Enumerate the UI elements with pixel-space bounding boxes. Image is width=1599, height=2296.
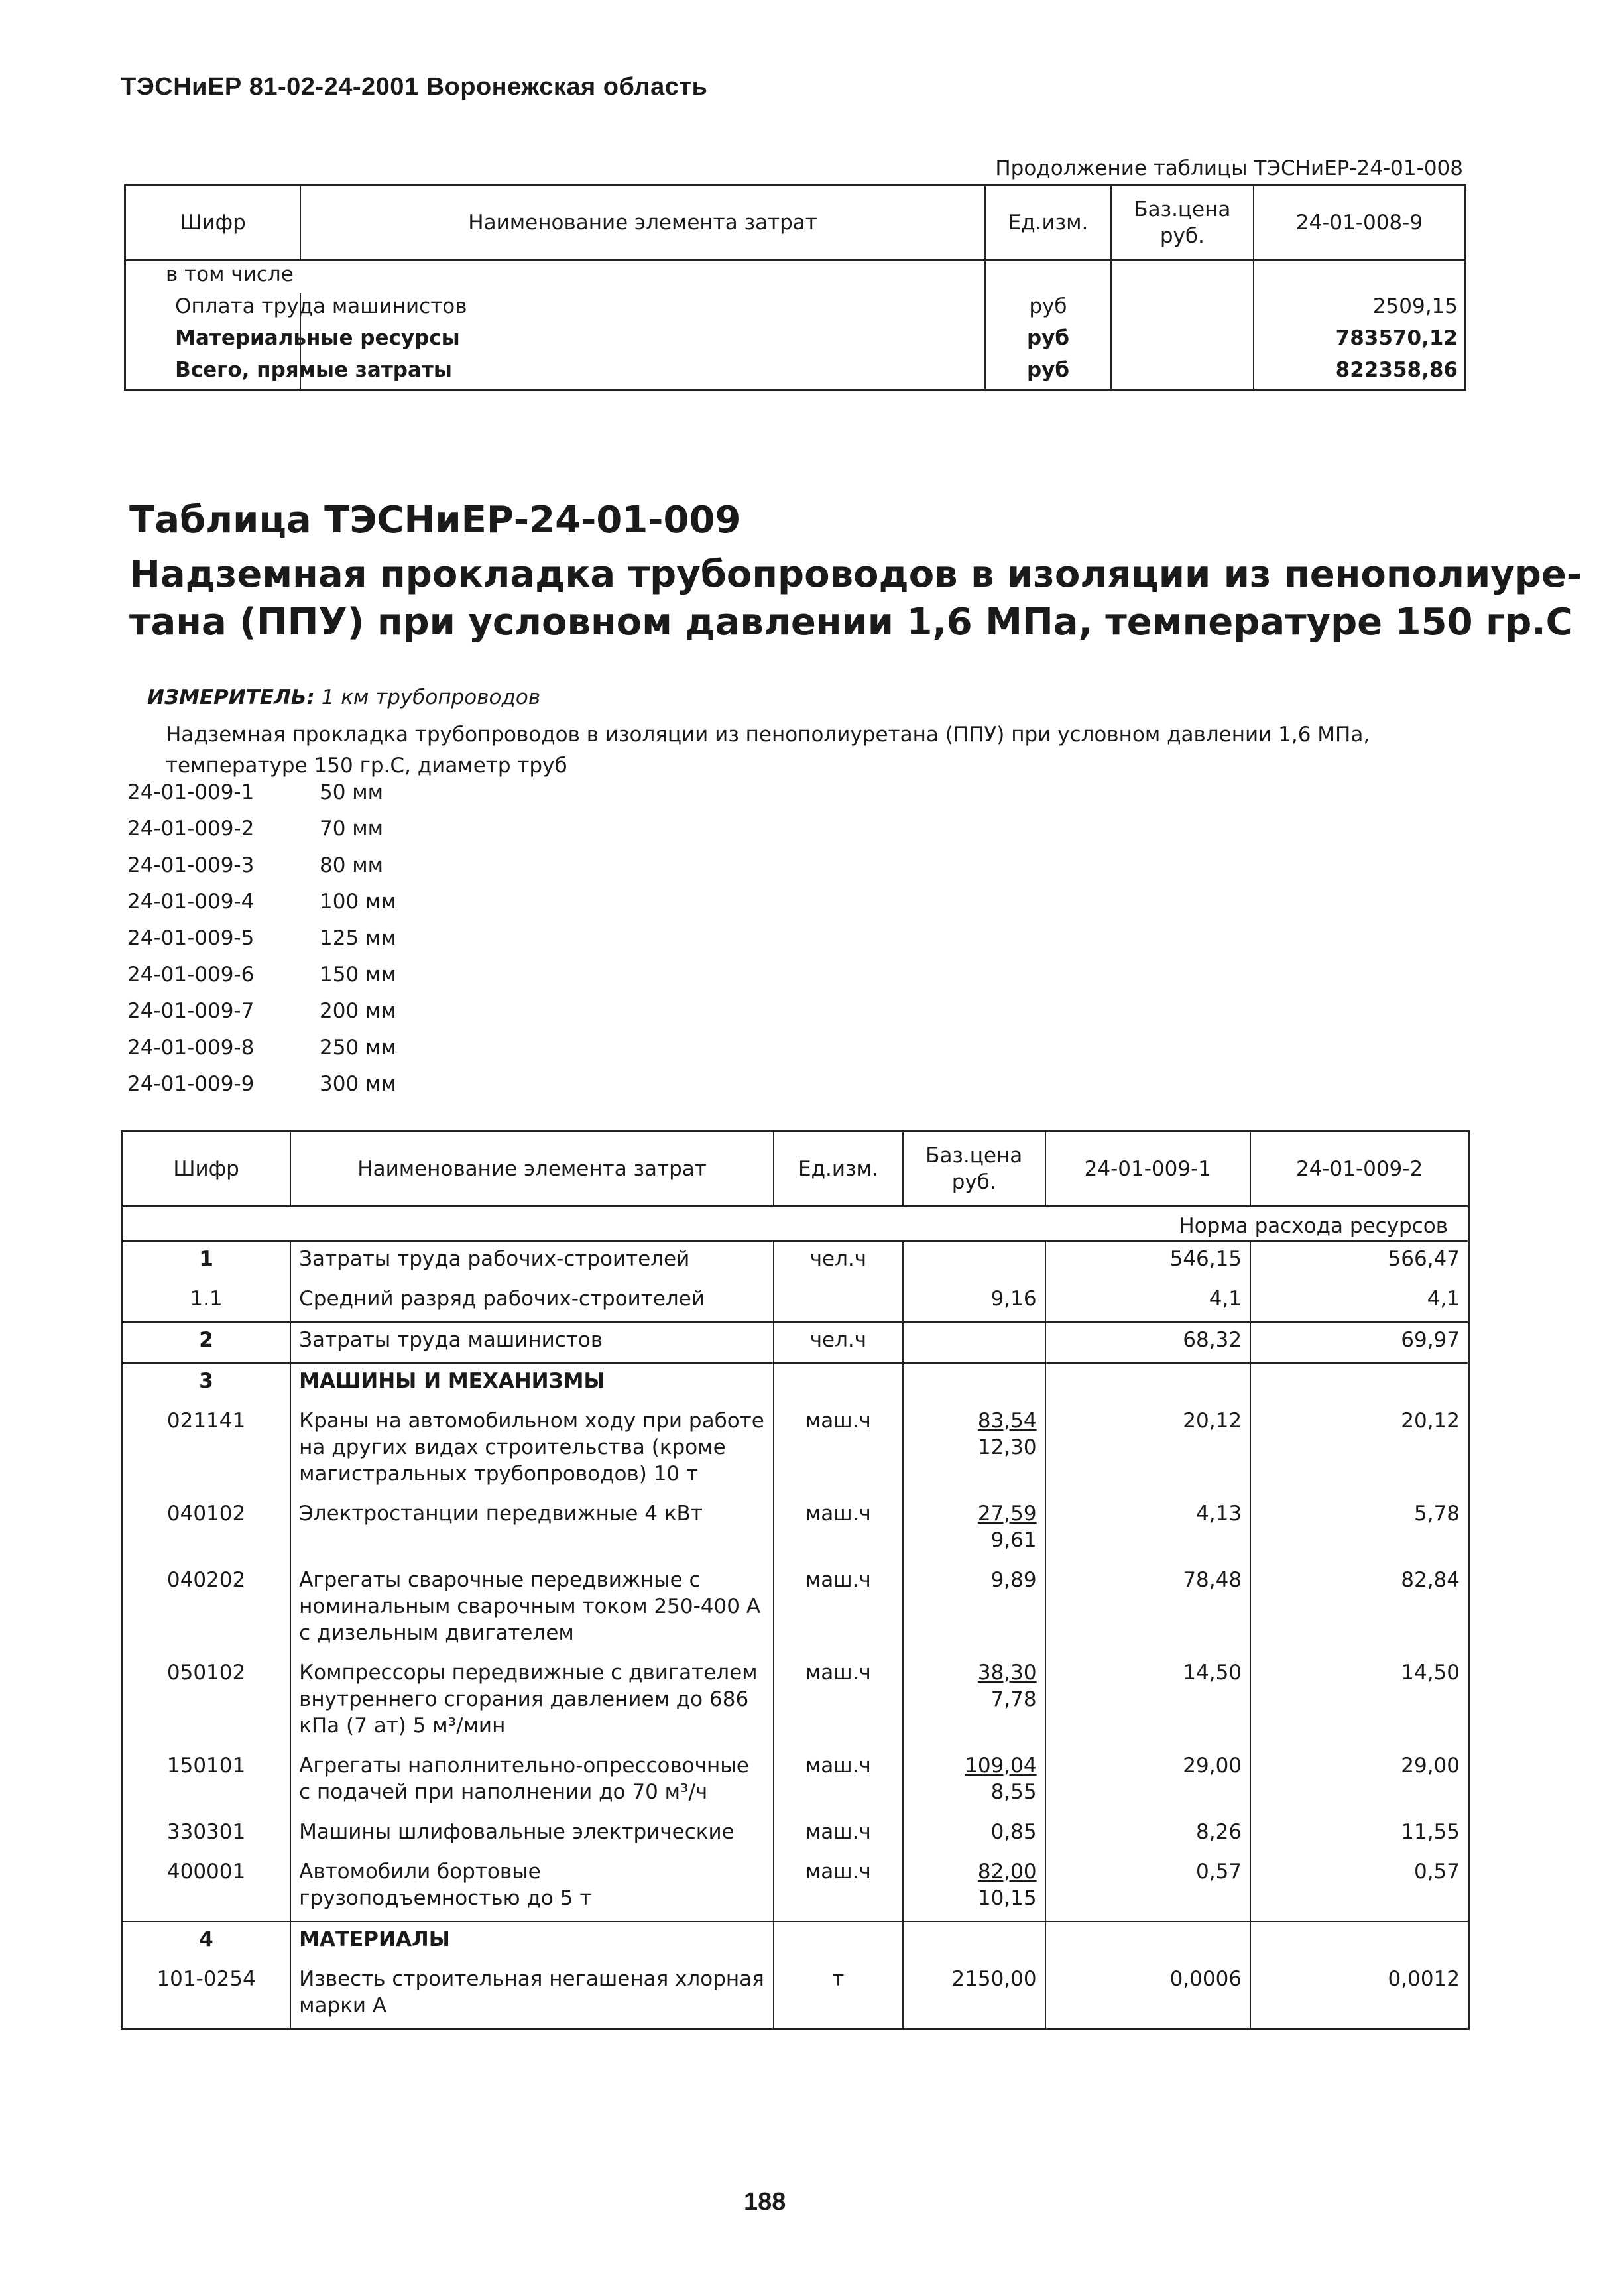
list-item (127, 817, 396, 853)
table-row (125, 293, 1466, 325)
row-price (903, 1404, 1045, 1496)
row-value-2: 4,1 (1250, 1282, 1468, 1322)
document-header: ТЭСНиЕР 81-02-24-2001 Воронежская область (121, 73, 708, 101)
row-name: Затраты труда машинистов (290, 1322, 774, 1363)
row-name: Автомобили бортовые грузоподъемностью до 5 т (290, 1854, 774, 1921)
operator-wage: 7,78 (990, 1687, 1037, 1711)
row-unit: маш.ч (774, 1854, 903, 1921)
row-value-2: 566,47 (1250, 1241, 1468, 1282)
row-price (1111, 293, 1254, 325)
table-subtitle-line-2: тана (ППУ) при условном давлении 1,6 МПа, температуре 150 гр.С (129, 601, 1573, 644)
header-code: Шифр (125, 186, 301, 261)
norm-caption-row (122, 1207, 1469, 1242)
row-unit: руб (985, 357, 1111, 390)
row-value-2: 69,97 (1250, 1322, 1468, 1363)
table-row (122, 1748, 1469, 1815)
list-item (127, 1036, 396, 1072)
base-price: 27,59 (977, 1502, 1037, 1526)
row-code: 050102 (166, 1661, 246, 1685)
row-name: Компрессоры передвижные с двигателем внутреннего сгорания давлением до 686 кПа (7 ат) 5 м³/мин (290, 1656, 774, 1748)
row-value-1: 8,26 (1045, 1815, 1250, 1854)
row-unit: маш.ч (774, 1496, 903, 1563)
row-value-1: 29,00 (1045, 1748, 1250, 1815)
header-name: Наименование элемента затрат (290, 1132, 774, 1207)
base-price: 2150,00 (951, 1967, 1037, 1991)
row-value-2: 82,84 (1250, 1563, 1468, 1656)
list-item (127, 1072, 396, 1109)
row-value-1: 0,0006 (1045, 1962, 1250, 2029)
table-subtitle-line-1: Надземная прокладка трубопроводов в изоляции из пенополиуре- (129, 553, 1582, 596)
base-price: 38,30 (977, 1661, 1037, 1685)
resource-norm-table (121, 1130, 1470, 2030)
row-unit: руб (985, 325, 1111, 357)
operator-wage: 8,55 (990, 1780, 1037, 1804)
header-unit: Ед.изм. (774, 1132, 903, 1207)
row-code: 150101 (166, 1754, 246, 1778)
row-code: 4 (122, 1921, 291, 1962)
row-value-1: 78,48 (1045, 1563, 1250, 1656)
row-name: в том числе (166, 263, 294, 286)
base-price: 0,85 (990, 1820, 1037, 1844)
row-code: 101-0254 (156, 1967, 256, 1991)
row-value-2: 0,0012 (1250, 1962, 1468, 2029)
table-row (122, 1496, 1469, 1563)
pipe-diameter: 200 мм (320, 999, 396, 1023)
row-unit: чел.ч (774, 1241, 903, 1282)
row-value-1: 4,13 (1045, 1496, 1250, 1563)
code-id: 24-01-009-5 (127, 926, 255, 950)
row-value: 783570,12 (1254, 325, 1466, 357)
row-price (903, 1282, 1045, 1322)
row-price (903, 1241, 1045, 1282)
header-price: Баз.цена руб. (1111, 186, 1254, 261)
row-value-1: 546,15 (1045, 1241, 1250, 1282)
header-value: 24-01-008-9 (1254, 186, 1466, 261)
code-id: 24-01-009-2 (127, 817, 255, 841)
row-name: Электростанции передвижные 4 кВт (290, 1496, 774, 1563)
row-name: Машины шлифовальные электрические (290, 1815, 774, 1854)
row-code: 021141 (166, 1409, 246, 1433)
row-code: 3 (122, 1363, 291, 1404)
row-value-1: 4,1 (1045, 1282, 1250, 1322)
base-price: 9,89 (990, 1568, 1037, 1592)
pipe-diameter: 50 мм (320, 780, 384, 804)
row-price (903, 1962, 1045, 2029)
row-value-1 (1045, 1363, 1250, 1404)
header-price: Баз.цена руб. (903, 1132, 1045, 1207)
list-item (127, 780, 396, 817)
code-list (127, 780, 396, 1109)
row-name: Известь строительная негашеная хлорная марки А (290, 1962, 774, 2029)
row-value: 822358,86 (1254, 357, 1466, 390)
row-value-2 (1250, 1921, 1468, 1962)
row-unit: чел.ч (774, 1322, 903, 1363)
row-value-1: 14,50 (1045, 1656, 1250, 1748)
row-value-2 (1250, 1363, 1468, 1404)
row-name: Материальные ресурсы (168, 325, 853, 357)
row-price (1111, 261, 1254, 294)
row-unit: т (774, 1962, 903, 2029)
pipe-diameter: 125 мм (320, 926, 396, 950)
row-price (903, 1921, 1045, 1962)
row-unit: маш.ч (774, 1656, 903, 1748)
row-price (903, 1854, 1045, 1921)
table-row (125, 357, 1466, 390)
table-header-row (122, 1132, 1469, 1207)
row-code: 400001 (166, 1860, 246, 1884)
row-unit: маш.ч (774, 1748, 903, 1815)
pipe-diameter: 70 мм (320, 817, 384, 841)
row-price (903, 1815, 1045, 1854)
code-id: 24-01-009-7 (127, 999, 255, 1023)
row-value: 2509,15 (1254, 293, 1466, 325)
row-name: Агрегаты сварочные передвижные с номинальным сварочным током 250-400 А с дизельным двигателем (290, 1563, 774, 1656)
header-name: Наименование элемента затрат (300, 186, 985, 261)
row-unit (774, 1282, 903, 1322)
row-price (903, 1656, 1045, 1748)
pipe-diameter: 150 мм (320, 963, 396, 987)
norm-caption: Норма расхода ресурсов (122, 1207, 1469, 1242)
row-code: 330301 (166, 1820, 246, 1844)
row-price (903, 1322, 1045, 1363)
table-row (122, 1921, 1469, 1962)
header-col-1: 24-01-009-1 (1045, 1132, 1250, 1207)
row-value-1 (1045, 1921, 1250, 1962)
list-item (127, 963, 396, 999)
table-row (122, 1563, 1469, 1656)
row-value-2: 11,55 (1250, 1815, 1468, 1854)
code-id: 24-01-009-9 (127, 1072, 255, 1096)
row-price (903, 1748, 1045, 1815)
row-unit: маш.ч (774, 1815, 903, 1854)
row-code: 040102 (166, 1502, 246, 1526)
row-value-1: 0,57 (1045, 1854, 1250, 1921)
pipe-diameter: 250 мм (320, 1036, 396, 1059)
row-value-2: 14,50 (1250, 1656, 1468, 1748)
table-row (125, 325, 1466, 357)
table-row (122, 1815, 1469, 1854)
header-code: Шифр (122, 1132, 291, 1207)
base-price: 109,04 (965, 1754, 1037, 1778)
pipe-diameter: 300 мм (320, 1072, 396, 1096)
table-header-row (125, 186, 1466, 261)
row-unit: маш.ч (774, 1563, 903, 1656)
row-value (1254, 261, 1466, 294)
continuation-table (124, 184, 1466, 391)
row-unit (774, 1921, 903, 1962)
pipe-diameter: 80 мм (320, 853, 384, 877)
row-unit (774, 1363, 903, 1404)
code-id: 24-01-009-6 (127, 963, 255, 987)
list-item (127, 853, 396, 890)
row-code (125, 261, 986, 294)
table-row (122, 1363, 1469, 1404)
meter-label: ИЗМЕРИТЕЛЬ: (147, 686, 315, 709)
operator-wage: 10,15 (977, 1886, 1037, 1910)
operator-wage: 12,30 (977, 1435, 1037, 1459)
row-price (903, 1363, 1045, 1404)
base-price: 82,00 (977, 1860, 1037, 1884)
row-unit: маш.ч (774, 1404, 903, 1496)
row-name: Затраты труда рабочих-строителей (290, 1241, 774, 1282)
code-id: 24-01-009-3 (127, 853, 255, 877)
header-col-2: 24-01-009-2 (1250, 1132, 1468, 1207)
row-name: Краны на автомобильном ходу при работе на других видах строительства (кроме магистральных трубопроводов) 10 т (290, 1404, 774, 1496)
row-name: Всего, прямые затраты (168, 357, 853, 390)
code-id: 24-01-009-1 (127, 780, 255, 804)
row-unit (985, 261, 1111, 294)
operator-wage: 9,61 (990, 1528, 1037, 1552)
row-value-2: 5,78 (1250, 1496, 1468, 1563)
row-code: 1.1 (190, 1287, 223, 1311)
row-name: Средний разряд рабочих-строителей (290, 1282, 774, 1322)
table-row (122, 1282, 1469, 1322)
base-price: 9,16 (990, 1287, 1037, 1311)
list-item (127, 999, 396, 1036)
page-number: 188 (744, 2188, 786, 2216)
list-item (127, 890, 396, 926)
table-title: Таблица ТЭСНиЕР-24-01-009 (129, 499, 741, 542)
row-unit: руб (985, 293, 1111, 325)
table-row (122, 1322, 1469, 1363)
meter-line (147, 686, 540, 709)
header-unit: Ед.изм. (985, 186, 1111, 261)
code-id: 24-01-009-4 (127, 890, 255, 914)
table-row (122, 1962, 1469, 2029)
meter-value: 1 км трубопроводов (321, 686, 541, 709)
code-id: 24-01-009-8 (127, 1036, 255, 1059)
table-row (122, 1854, 1469, 1921)
row-value-2: 0,57 (1250, 1854, 1468, 1921)
row-code: 2 (122, 1322, 291, 1363)
row-value-1: 68,32 (1045, 1322, 1250, 1363)
row-value-2: 29,00 (1250, 1748, 1468, 1815)
row-code: 1 (199, 1247, 213, 1271)
table-row (125, 261, 1466, 294)
row-name: МАШИНЫ И МЕХАНИЗМЫ (290, 1363, 774, 1404)
list-item (127, 926, 396, 963)
base-price: 83,54 (977, 1409, 1037, 1433)
row-name: Оплата труда машинистов (168, 293, 853, 325)
continuation-caption: Продолжение таблицы ТЭСНиЕР-24-01-008 (995, 156, 1463, 180)
row-price (1111, 325, 1254, 357)
row-price (1111, 357, 1254, 390)
table-row (122, 1241, 1469, 1282)
row-name: МАТЕРИАЛЫ (290, 1921, 774, 1962)
pipe-diameter: 100 мм (320, 890, 396, 914)
row-name: Агрегаты наполнительно-опрессовочные с подачей при наполнении до 70 м³/ч (290, 1748, 774, 1815)
row-code: 040202 (166, 1568, 246, 1592)
table-row (122, 1404, 1469, 1496)
row-price (903, 1563, 1045, 1656)
row-value-2: 20,12 (1250, 1404, 1468, 1496)
row-value-1: 20,12 (1045, 1404, 1250, 1496)
row-price (903, 1496, 1045, 1563)
table-row (122, 1656, 1469, 1748)
work-description: Надземная прокладка трубопроводов в изоляции из пенополиуретана (ППУ) при условном давлении 1,6 МПа, температуре 150 гр.С, диаметр труб (166, 723, 1370, 778)
